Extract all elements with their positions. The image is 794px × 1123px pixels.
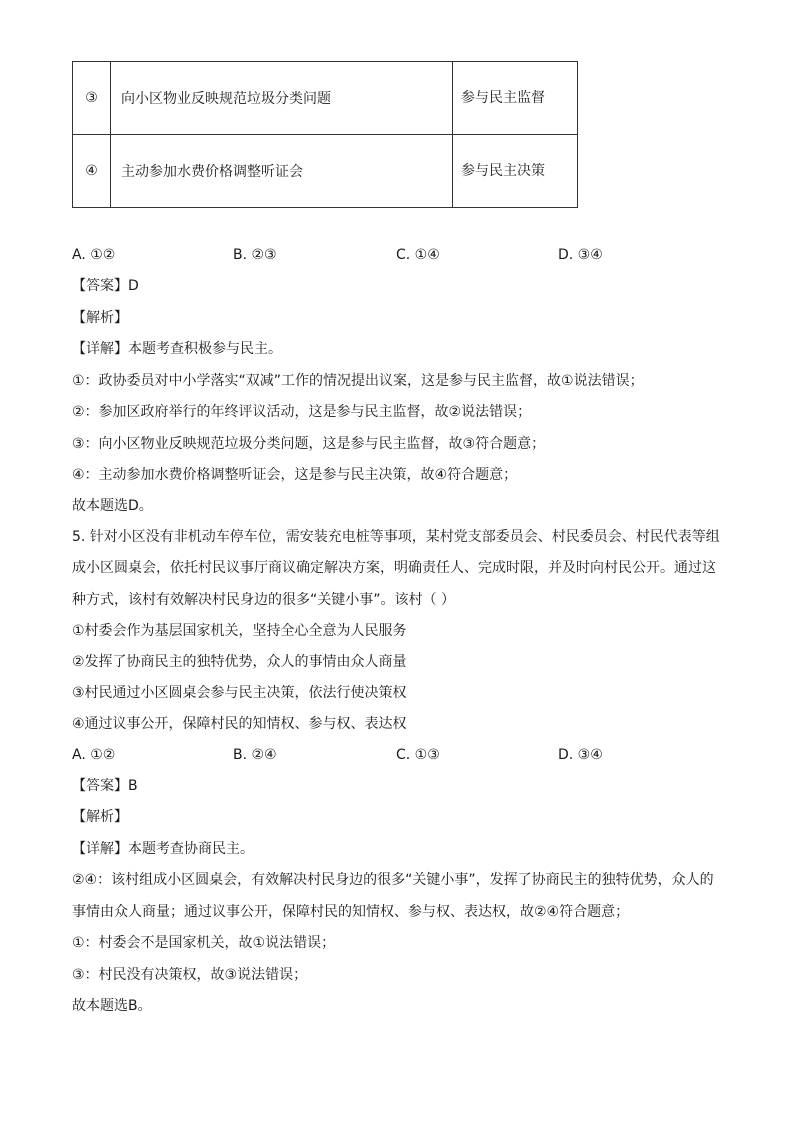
q4-analysis-label: 【解析】 [72, 310, 128, 326]
q5-statement: ①村委会作为基层国家机关，坚持全心全意为人民服务 [72, 623, 407, 639]
q4-explanation-line: ③：向小区物业反映规范垃圾分类问题，这是参与民主监督，故③符合题意； [72, 436, 546, 452]
q5-option-a: A. ①② [72, 747, 116, 763]
q5-statement: ④通过议事公开，保障村民的知情权、参与权、表达权 [72, 716, 407, 732]
table-row [73, 135, 578, 208]
q5-explanation-line: ②④：该村组成小区圆桌会，有效解决村民身边的很多“关键小事”，发挥了协商民主的独特优势，众人的 [72, 872, 714, 888]
comparison-table [72, 61, 578, 208]
q5-stem-line: 5. 针对小区没有非机动车停车位，需安装充电桩等事项，某村党支部委员会、村民委员会、村民代表等组 [72, 529, 720, 545]
q5-explanation-line: ①：村委会不是国家机关，故①说法错误； [72, 935, 336, 951]
q5-explanation-line: 事情由众人商量；通过议事公开，保障村民的知情权、参与权、表达权，故②④符合题意； [72, 904, 630, 920]
q5-answer: 【答案】B [72, 778, 138, 794]
q4-explanation-line: ①：政协委员对中小学落实“双减”工作的情况提出议案，这是参与民主监督，故①说法错误； [72, 373, 644, 389]
q5-stem-line: 种方式，该村有效解决村民身边的很多“关键小事”。该村（ ） [72, 592, 455, 608]
q5-explanation-line: ③：村民没有决策权，故③说法错误； [72, 967, 308, 983]
q5-option-c: C. ①③ [396, 747, 440, 763]
q5-detail: 【详解】本题考查协商民主。 [72, 841, 254, 857]
q5-option-d: D. ③④ [558, 747, 603, 763]
q5-statement: ③村民通过小区圆桌会参与民主决策，依法行使决策权 [72, 685, 407, 701]
q4-conclusion: 故本题选D。 [72, 498, 153, 514]
table-cell-description: 向小区物业反映规范垃圾分类问题 [111, 62, 453, 135]
q5-statement: ②发挥了协商民主的独特优势，众人的事情由众人商量 [72, 654, 407, 670]
q5-stem-line: 成小区圆桌会，依托村民议事厅商议确定解决方案，明确责任人、完成时限，并及时向村民公开。通过这 [72, 560, 716, 576]
q4-detail: 【详解】本题考查积极参与民主。 [72, 341, 282, 357]
table-cell-number: ④ [73, 135, 111, 208]
q4-explanation-line: ②：参加区政府举行的年终评议活动，这是参与民主监督，故②说法错误； [72, 404, 532, 420]
table-cell-category: 参与民主决策 [453, 135, 578, 208]
table-cell-number: ③ [73, 62, 111, 135]
q5-analysis-label: 【解析】 [72, 809, 128, 825]
table-cell-category: 参与民主监督 [453, 62, 578, 135]
q4-option-d: D. ③④ [558, 247, 603, 263]
q5-option-b: B. ②④ [233, 747, 277, 763]
table-row [73, 62, 578, 135]
q5-conclusion: 故本题选B。 [72, 998, 152, 1014]
q4-option-a: A. ①② [72, 247, 116, 263]
q4-explanation-line: ④：主动参加水费价格调整听证会，这是参与民主决策，故④符合题意； [72, 467, 518, 483]
q4-option-c: C. ①④ [396, 247, 440, 263]
q4-option-b: B. ②③ [233, 247, 277, 263]
table-cell-description: 主动参加水费价格调整听证会 [111, 135, 453, 208]
q4-answer: 【答案】D [72, 278, 139, 294]
